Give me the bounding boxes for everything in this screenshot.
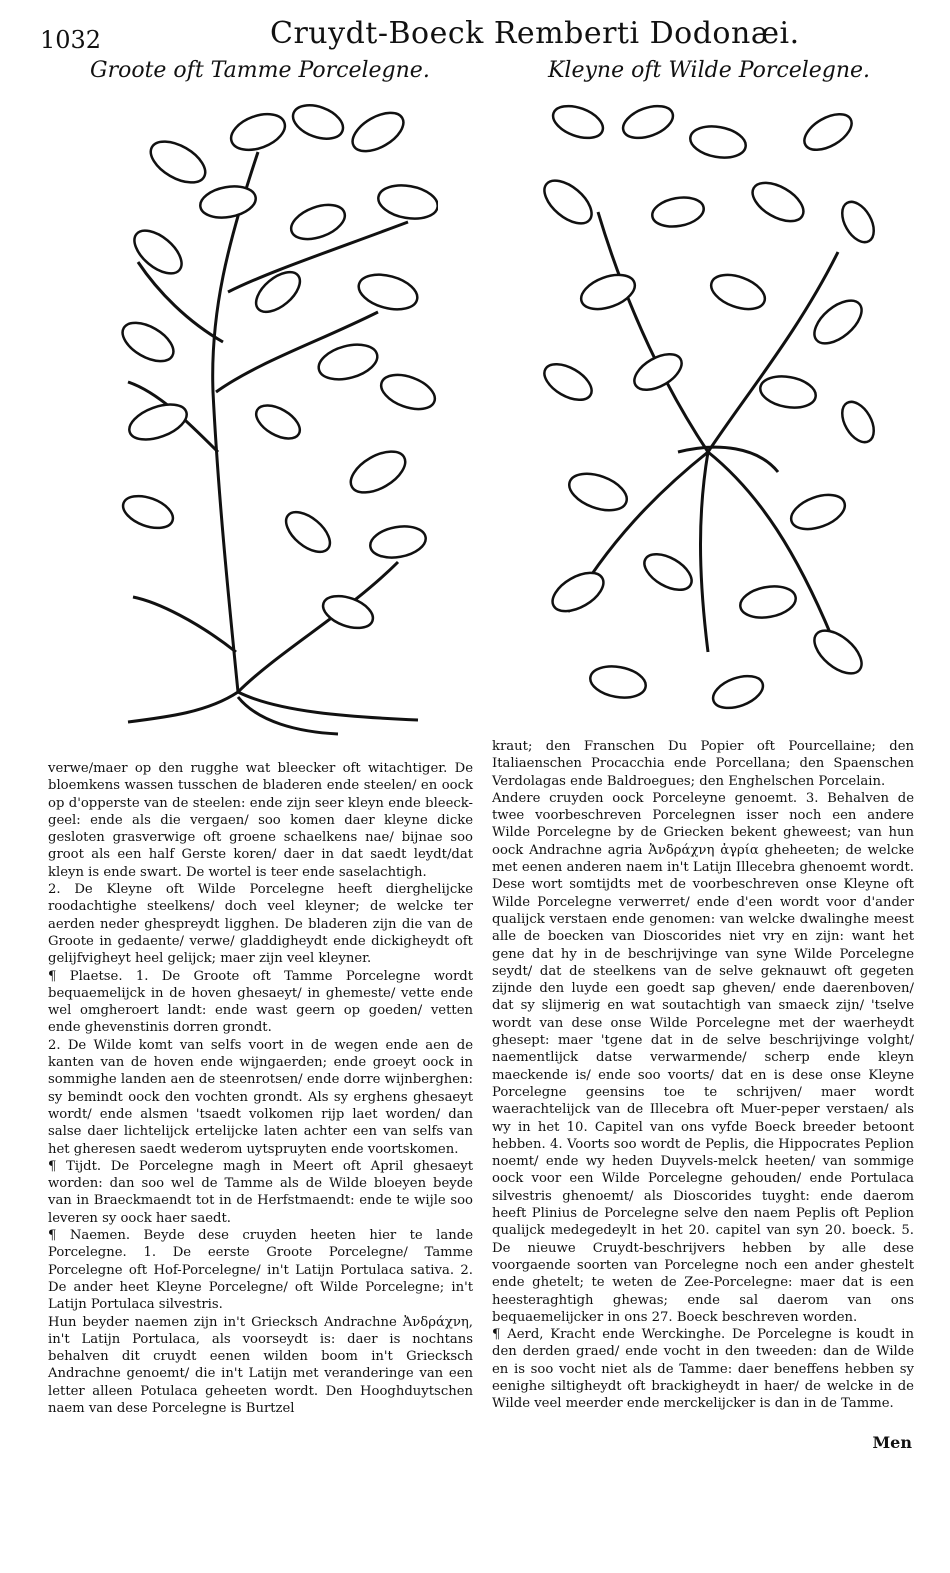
- paragraph: kraut; den Franschen Du Popier oft Pourcellaine; den Italiaenschen Procacchia ende Porcellana; den Spaenschen Verdolagas ende Baldroegues; den Enghelschen Porcelain.: [492, 739, 914, 789]
- catchword: Men: [872, 1433, 912, 1452]
- left-text-column: [48, 760, 473, 1417]
- paragraph: ¶ Tijdt. De Porcelegne magh in Meert oft April ghesaeyt worden: dan soo wel de Tamme als de Wilde bloeyen beyde van in Braeckmaendt tot in de Herfstmaendt: ende te wijle soo leveren sy oock haer saedt.: [48, 1158, 473, 1226]
- paragraph: Hun beyder naemen zijn in't Griecksch Andrachne Ἀνδράχνη, in't Latijn Portulaca, als voorseydt is: daer is nochtans behalven dit cruydt eenen wilden boom in't Griecksch Andrachne genoemt/ die in't Latijn met veranderinge van een letter alleen Potulaca geheeten wordt. Den Hooghduytschen naem van dese Porcelegne is Burtzel: [48, 1314, 473, 1416]
- paragraph: Andere cruyden oock Porceleyne genoemt. 3. Behalven de twee voorbeschreven Porcelegnen isser noch een andere Wilde Porcelegne by de Griecken bekent gheweest; van hun oock Andrachne agria Ἀνδράχνη ἀγρία gheheeten; de welcke met eenen anderen naem in't Latijn Illecebra ghenoemt wordt. Dese wort somtijdts met de voorbeschreven onse Kleyne oft Wilde Porcelegne verwerret/ ende d'een wordt voor d'ander qualijck verstaen ende genomen: van welcke dwalinghe meest alle de boecken van Dioscorides niet vry en zijn: want het gene dat hy in de beschrijvinge van syne Wilde Porcelegne seydt/ dat de steelkens van de selve geknauwt oft gegeten zijnde den luyde een goedt sap gheven/ ende daerenboven/ dat sy slijmerig en wat soutachtigh van smaeck zijn/ 'tselve wordt van dese onse Wilde Porcelegne met der waerheydt ghesept: maer 'tgene dat in de selve beschrijvinge volght/ naementlijck datse verwarmende/ scherp ende kleyn maeckende is/ ende soo voorts/ dat en is dese onse Kleyne Porcelegne geensins toe te schrijven/ maer wordt waerachtelijck van de Illecebra oft Muer-peper verstaen/ als wy in het 10. Capitel van ons vyfde Boeck breeder betoont hebben. 4. Voorts soo wordt de Peplis, die Hippocrates Peplion noemt/ ende wy heden Duyvels-melck heeten/ van sommige oock voor een Wilde Porcelegne gehouden/ ende Portulaca silvestris ghenoemt/ als Dioscorides tuyght: ende daerom heeft Plinius de Porcelegne selve den naem Peplis oft Peplion qualijck medegedeylt in het 20. capitel van syn 20. boeck. 5. De nieuwe Cruydt-beschrijvers hebben by alle dese voorgaende soorten van Porcelegne noch een ander ghestelt ende ghetelt; te weten de Zee-Porcelegne: maer dat is een heesteraghtigh ghewas; ende sal daerom van ons bequaemelijcker in ons 27. Boeck beschreven worden.: [492, 790, 914, 1325]
- page-header: [0, 12, 950, 52]
- paragraph: 2. De Kleyne oft Wilde Porcelegne heeft dierghelijcke roodachtighe steelkens/ doch veel kleyner; de welcke ter aerden neder ghespreydt ligghen. De bladeren zijn die van de Groote in gedaente/ verwe/ gladdigheydt ende dickigheydt oft gelijfvigheyt heel gelijck; maer zijn veel kleyner.: [48, 882, 473, 967]
- small-wild-purslane-woodcut: [538, 92, 883, 727]
- large-purslane-woodcut: [118, 92, 438, 737]
- paragraph: ¶ Aerd, Kracht ende Werckinghe. De Porcelegne is koudt in den derden graed/ ende vocht in den tweeden: dan de Wilde en is soo vocht niet als de Tamme: daer beneffens hebben sy eenighe siltigheydt oft brackigheydt in haer/ de welcke in de Wilde veel meerder ende merckelijcker is dan in de Tamme.: [492, 1327, 914, 1412]
- paragraph: verwe/maer op den rugghe wat bleecker oft witachtiger. De bloemkens wassen tusschen de bladeren ende steelen/ en oock op d'opperste van de steelen: ende zijn seer kleyn ende bleeck-geel: ende als die vergaen/ soo komen daer kleyne dicke gesloten grasverwige oft groene schaelkens nae/ bijnae soo groot als een half Gerste koren/ daer in dat saedt leydt/dat kleyn is ende swart. De wortel is teer ende saselachtigh.: [48, 761, 473, 880]
- figure-caption-right: Kleyne oft Wilde Porcelegne.: [548, 58, 871, 83]
- paragraph: ¶ Plaetse. 1. De Groote oft Tamme Porcelegne wordt bequaemelijck in de hoven ghesaeyt/ in ghemeste/ vette ende wel omgheroert landt: ende wast geern op goeden/ vetten ende ghevenstinis dorren grondt.: [48, 968, 473, 1036]
- large-purslane-illustration: [118, 92, 438, 737]
- running-title: Cruydt-Boeck Remberti Dodonæi.: [270, 16, 800, 51]
- right-text-column: [492, 738, 914, 1413]
- small-purslane-illustration: [538, 92, 883, 727]
- figure-caption-left: Groote oft Tamme Porcelegne.: [90, 58, 430, 83]
- page-number: 1032: [40, 26, 102, 54]
- paragraph: 2. De Wilde komt van selfs voort in de wegen ende aen de kanten van de hoven ende wijngaerden; ende groeyt oock in sommighe landen aen de steenrotsen/ ende dorre wijnberghen: sy bemindt oock den vochten grondt. Als sy erghens ghesaeyt wordt/ ende alsmen 'tsaedt volkomen rijp laet worden/ dan salse daer lichtelijck ertelijcke laten achter een van selfs van het gheresen saedt wederom uytspruyten ende voortskomen.: [48, 1037, 473, 1157]
- paragraph: ¶ Naemen. Beyde dese cruyden heeten hier te lande Porcelegne. 1. De eerste Groote Porcelegne/ Tamme Porcelegne oft Hof-Porcelegne/ in't Latijn Portulaca sativa. 2. De ander heet Kleyne Porcelegne/ oft Wilde Porcelegne; in't Latijn Portulaca silvestris.: [48, 1228, 473, 1313]
